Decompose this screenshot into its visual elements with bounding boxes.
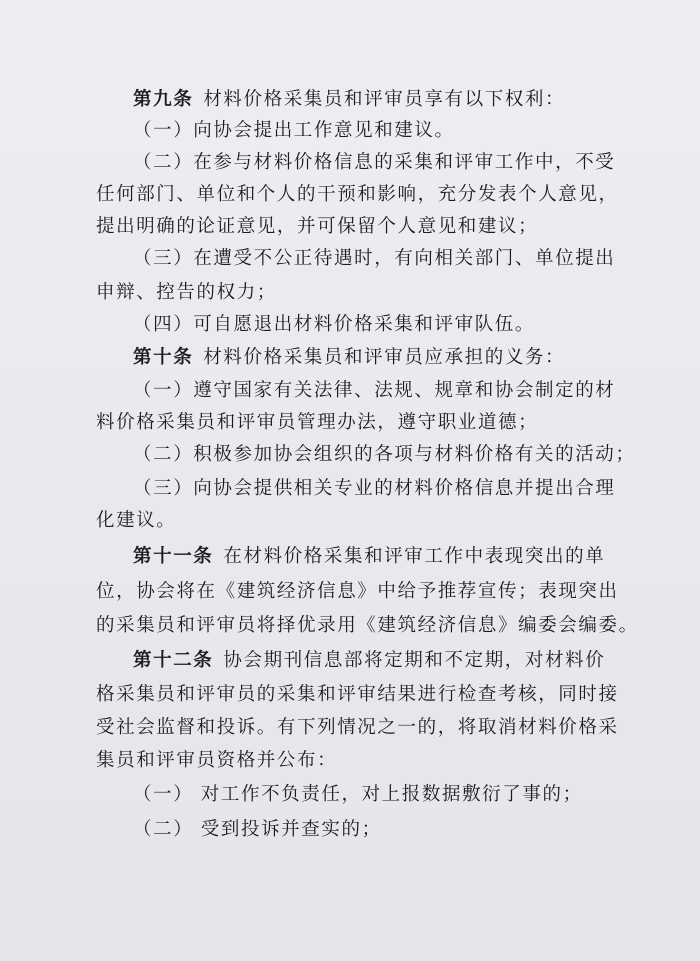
text-line: 料价格采集员和评审员管理办法，遵守职业道德； xyxy=(96,412,539,433)
article-text: 在材料价格采集和评审工作中表现突出的单 xyxy=(223,546,606,567)
text-line: （三）向协会提供相关专业的材料价格信息并提出合理 xyxy=(133,478,616,499)
article-11-line xyxy=(133,545,605,569)
article-12-line xyxy=(133,649,605,673)
article-text: 协会期刊信息部将定期和不定期，对材料价 xyxy=(223,650,606,671)
text-line: （二）在参与材料价格信息的采集和评审工作中，不受 xyxy=(133,152,616,173)
text-line: 的采集员和评审员将择优录用《建筑经济信息》编委会编委。 xyxy=(96,615,639,636)
text-line: （二）积极参加协会组织的各项与材料价格有关的活动； xyxy=(133,444,636,465)
text-line: （四）可自愿退出材料价格采集和评审队伍。 xyxy=(133,314,536,335)
text-line: 申辩、控告的权力； xyxy=(96,282,277,303)
text-line: 任何部门、单位和个人的干预和影响，充分发表个人意见， xyxy=(96,184,619,205)
text-line: 集员和评审员资格并公布： xyxy=(96,750,338,771)
article-heading: 第十一条 xyxy=(133,546,214,567)
article-text: 材料价格采集员和评审员应承担的义务： xyxy=(203,347,566,368)
text-line: 提出明确的论证意见，并可保留个人意见和建议； xyxy=(96,216,539,237)
text-line: 受社会监督和投诉。有下列情况之一的，将取消材料价格采 xyxy=(96,717,619,738)
article-heading: 第十条 xyxy=(133,347,194,368)
text-line: （一）向协会提出工作意见和建议。 xyxy=(133,120,455,141)
text-line: 位，协会将在《建筑经济信息》中给予推荐宣传；表现突出 xyxy=(96,581,619,602)
text-line: （一）遵守国家有关法律、法规、规章和协会制定的材 xyxy=(133,380,616,401)
article-text: 材料价格采集员和评审员享有以下权利： xyxy=(203,89,566,110)
text-line: （二） 受到投诉并查实的； xyxy=(133,819,382,840)
article-9-line xyxy=(133,88,565,112)
text-line: 格采集员和评审员的采集和评审结果进行检查考核，同时接 xyxy=(96,684,619,705)
text-line: （一） 对工作不负责任，对上报数据敷衍了事的； xyxy=(133,784,583,805)
article-10-line xyxy=(133,346,565,370)
text-line: （三）在遭受不公正待遇时，有向相关部门、单位提出 xyxy=(133,248,616,269)
article-heading: 第九条 xyxy=(133,89,194,110)
article-heading: 第十二条 xyxy=(133,650,214,671)
text-line: 化建议。 xyxy=(96,510,177,531)
